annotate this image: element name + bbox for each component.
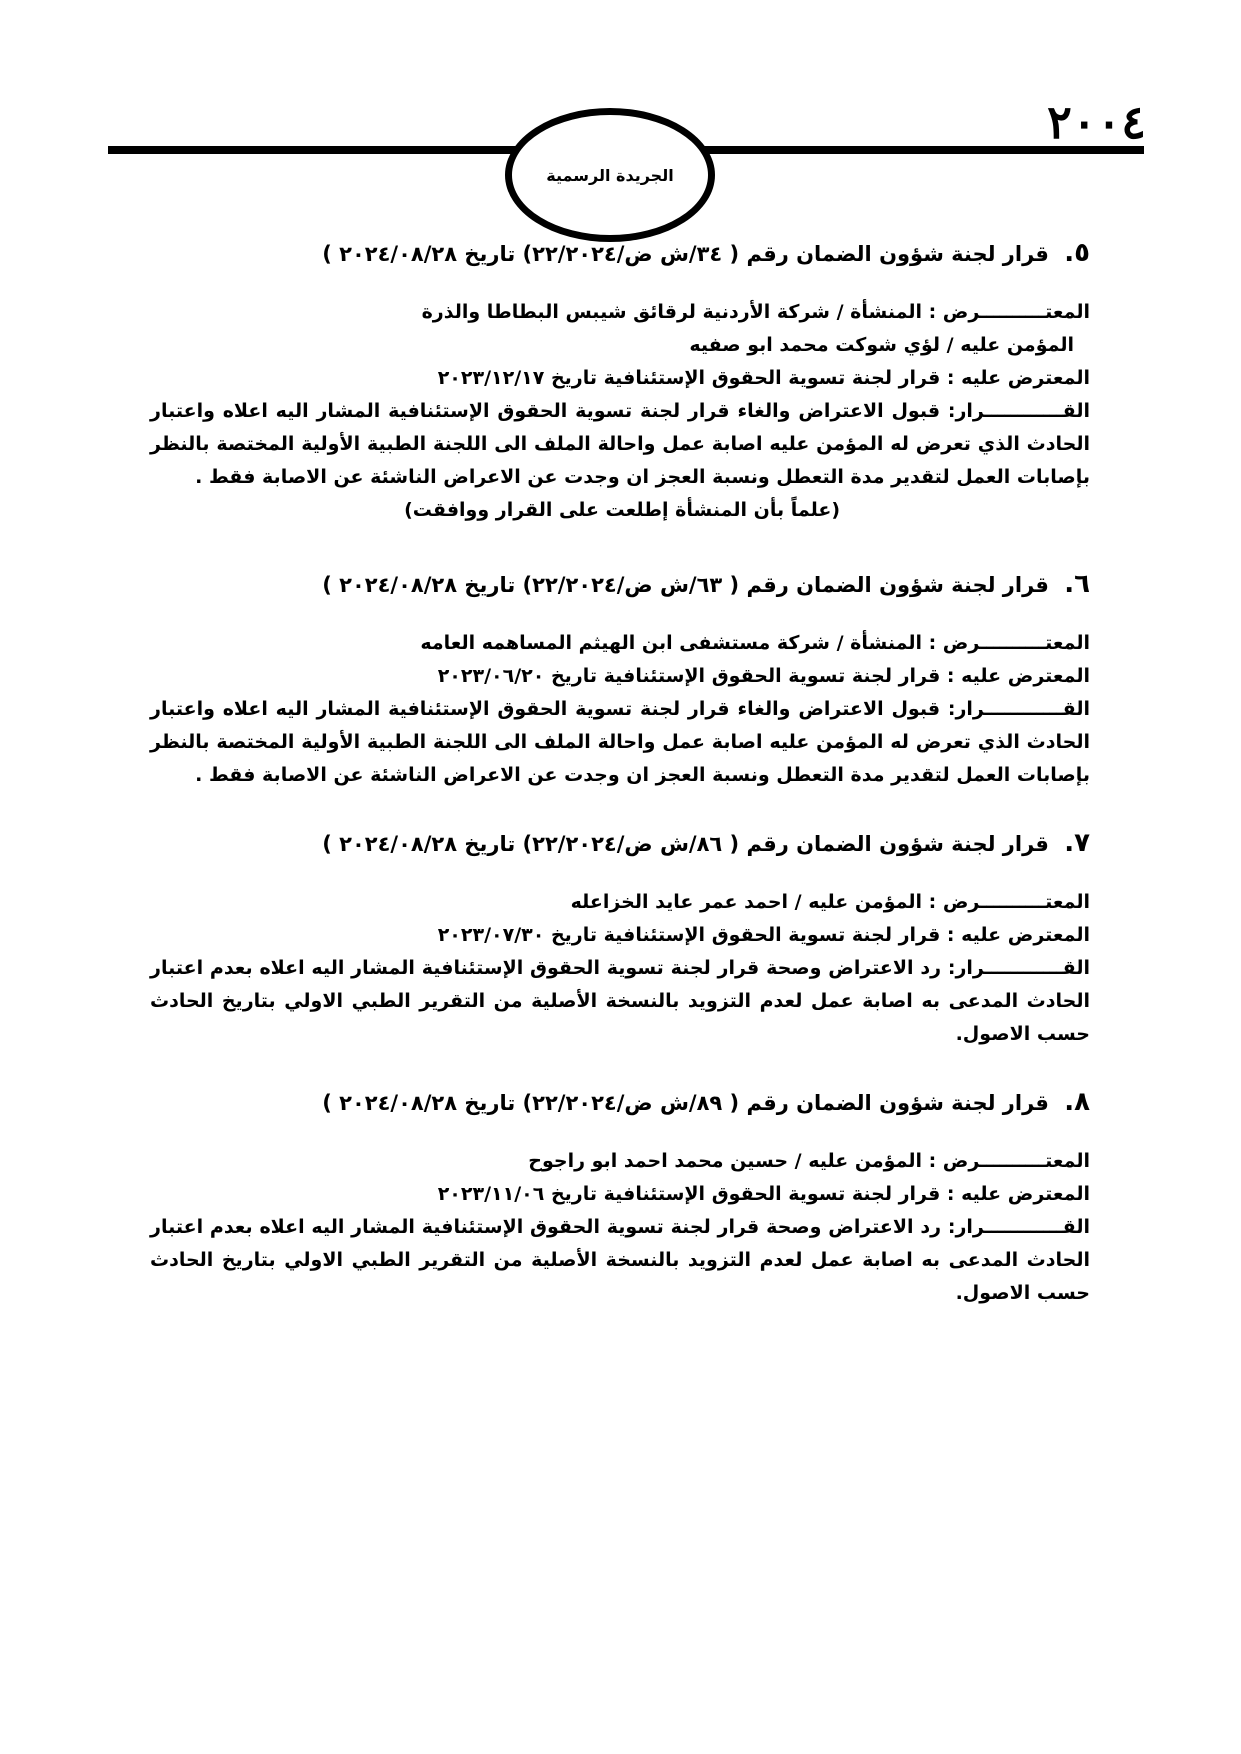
objector-line: المعتــــــــــرض : المؤمن عليه / احمد عمر عايد الخزاعله <box>570 891 1090 913</box>
section-title <box>150 1087 1090 1117</box>
objected-against-line: المعترض عليه : قرار لجنة تسوية الحقوق الإستئنافية تاريخ ٢٠٢٣/١٢/١٧ <box>437 367 1090 389</box>
note-line: (علماً بأن المنشأة إطلعت على القرار ووافقت) <box>404 499 840 521</box>
decision-section-6 <box>150 569 1090 792</box>
decision-section-5 <box>150 238 1090 527</box>
section-title <box>150 828 1090 858</box>
section-heading: قرار لجنة شؤون الضمان رقم ( ٨٦/ش ض/٢٢/٢٠٢٤) تاريخ ٢٠٢٤/٠٨/٢٨ ) <box>322 832 1049 856</box>
publication-name: الجريدة الرسمية <box>546 165 674 185</box>
section-number: ٧. <box>1064 828 1090 858</box>
document-body <box>150 238 1090 1340</box>
objector-line: المعتــــــــــرض : المؤمن عليه / حسين محمد احمد ابو راجوح <box>528 1150 1090 1172</box>
decision-text: القــــــــــــرار: قبول الاعتراض والغاء قرار لجنة تسوية الحقوق الإستئنافية المشار اليه اعلاه واعتبار الحادث الذي تعرض له المؤمن عليه اصابة عمل واحالة الملف الى اللجنة الطبية الأولية المختصة بالنظر بإصابات العمل لتقدير مدة التعطل ونسبة العجز ان وجدت عن الاعراض الناشئة عن الاصابة فقط . <box>150 400 1090 488</box>
section-heading: قرار لجنة شؤون الضمان رقم ( ٣٤/ش ض/٢٢/٢٠٢٤) تاريخ ٢٠٢٤/٠٨/٢٨ ) <box>322 242 1049 266</box>
page-header <box>0 0 1241 230</box>
section-heading: قرار لجنة شؤون الضمان رقم ( ٦٣/ش ض/٢٢/٢٠٢٤) تاريخ ٢٠٢٤/٠٨/٢٨ ) <box>322 573 1049 597</box>
objected-against-line: المعترض عليه : قرار لجنة تسوية الحقوق الإستئنافية تاريخ ٢٠٢٣/٠٧/٣٠ <box>437 924 1090 946</box>
section-title <box>150 238 1090 268</box>
section-number: ٦. <box>1064 569 1090 599</box>
section-title <box>150 569 1090 599</box>
section-heading: قرار لجنة شؤون الضمان رقم ( ٨٩/ش ض/٢٢/٢٠٢٤) تاريخ ٢٠٢٤/٠٨/٢٨ ) <box>322 1091 1049 1115</box>
decision-text: القــــــــــــرار: رد الاعتراض وصحة قرار لجنة تسوية الحقوق الإستئنافية المشار اليه اعلاه بعدم اعتبار الحادث المدعى به اصابة عمل لعدم التزويد بالنسخة الأصلية من التقرير الطبي الاولي بتاريخ الحادث حسب الاصول. <box>150 957 1090 1045</box>
publication-oval <box>505 108 715 242</box>
page-number: ٢٠٠٤ <box>1047 95 1146 149</box>
objected-against-line: المعترض عليه : قرار لجنة تسوية الحقوق الإستئنافية تاريخ ٢٠٢٣/١١/٠٦ <box>437 1183 1090 1205</box>
section-number: ٥. <box>1064 238 1090 268</box>
insured-line: المؤمن عليه / لؤي شوكت محمد ابو صفيه <box>689 334 1074 356</box>
decision-section-8 <box>150 1087 1090 1310</box>
decision-text: القــــــــــــرار: رد الاعتراض وصحة قرار لجنة تسوية الحقوق الإستئنافية المشار اليه اعلاه بعدم اعتبار الحادث المدعى به اصابة عمل لعدم التزويد بالنسخة الأصلية من التقرير الطبي الاولي بتاريخ الحادث حسب الاصول. <box>150 1216 1090 1304</box>
decision-section-7 <box>150 828 1090 1051</box>
section-number: ٨. <box>1064 1087 1090 1117</box>
objector-line: المعتــــــــــرض : المنشأة / شركة الأردنية لرقائق شيبس البطاطا والذرة <box>421 301 1090 323</box>
objected-against-line: المعترض عليه : قرار لجنة تسوية الحقوق الإستئنافية تاريخ ٢٠٢٣/٠٦/٢٠ <box>437 665 1090 687</box>
objector-line: المعتــــــــــرض : المنشأة / شركة مستشفى ابن الهيثم المساهمه العامه <box>420 632 1090 654</box>
decision-text: القــــــــــــرار: قبول الاعتراض والغاء قرار لجنة تسوية الحقوق الإستئنافية المشار اليه اعلاه واعتبار الحادث الذي تعرض له المؤمن عليه اصابة عمل واحالة الملف الى اللجنة الطبية الأولية المختصة بالنظر بإصابات العمل لتقدير مدة التعطل ونسبة العجز ان وجدت عن الاعراض الناشئة عن الاصابة فقط . <box>150 698 1090 786</box>
